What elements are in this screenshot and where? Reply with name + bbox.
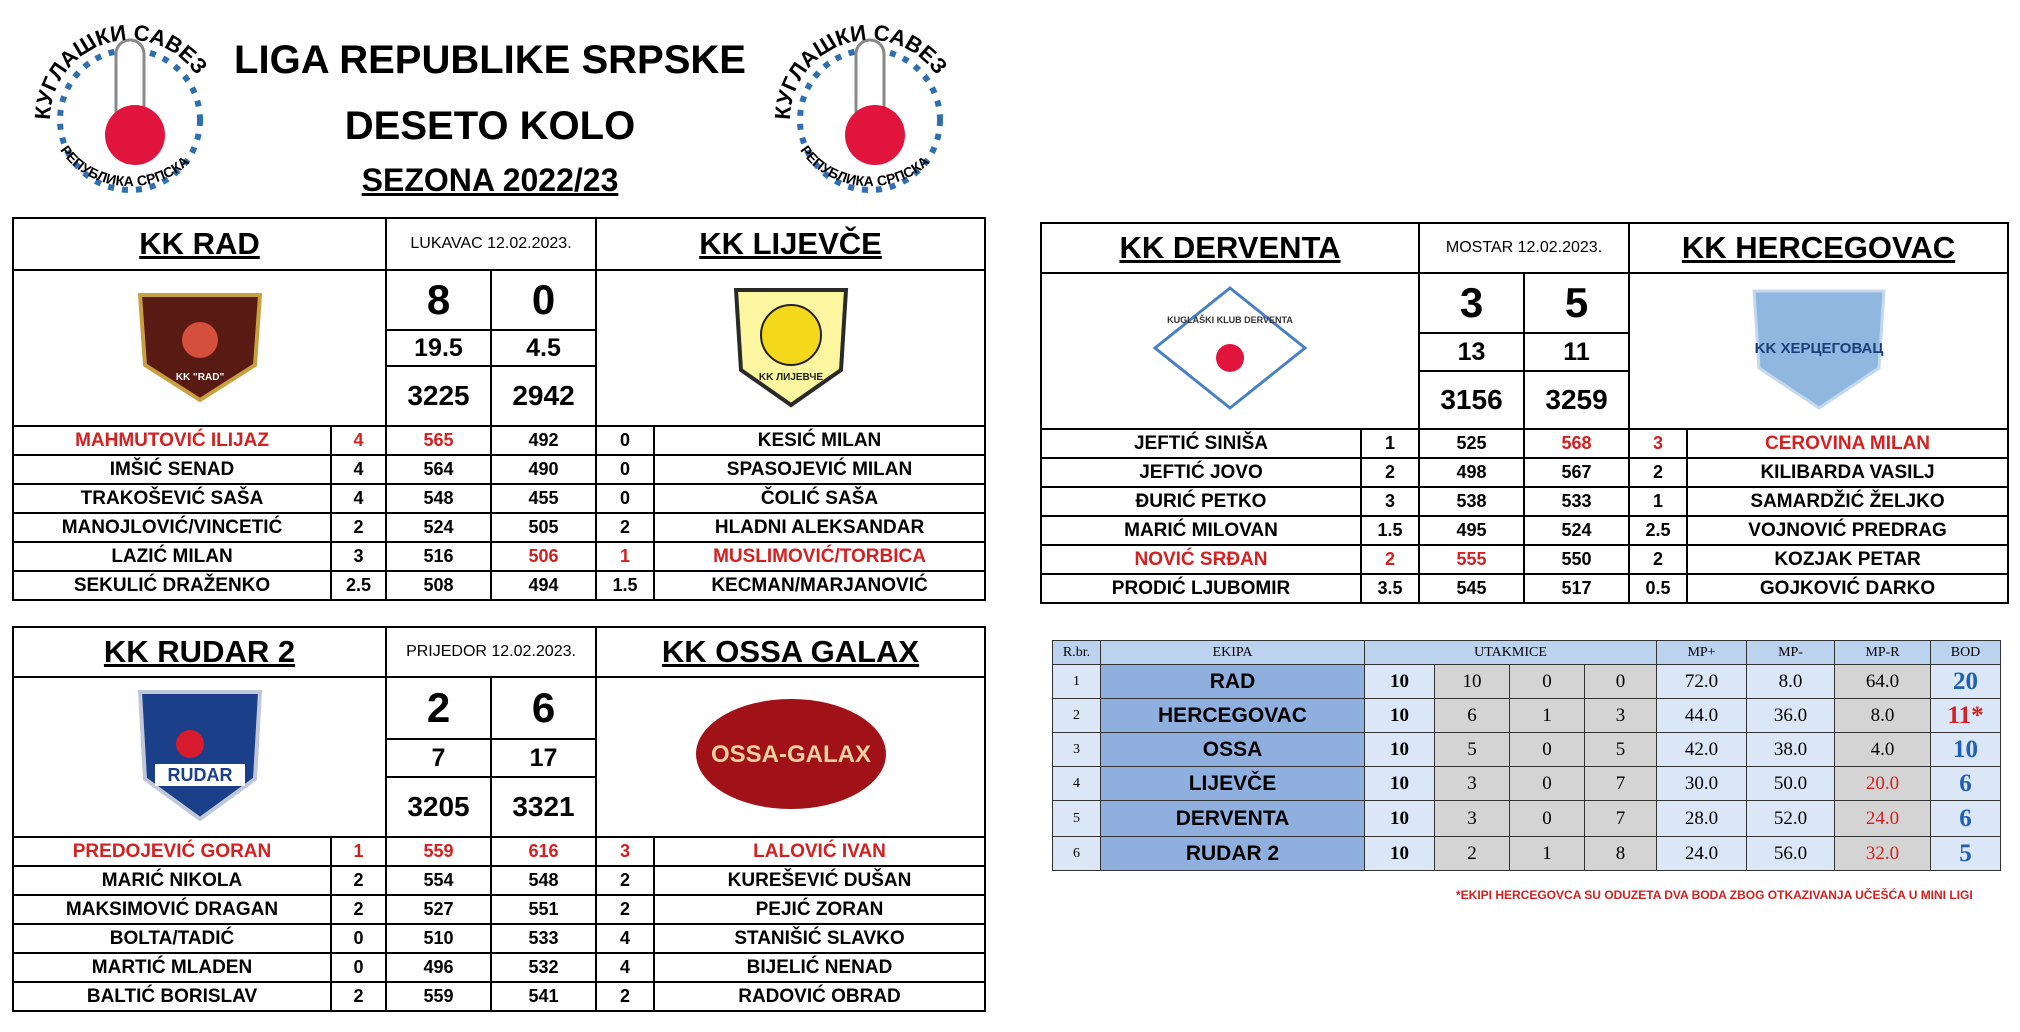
- match-date: LUKAVAC 12.02.2023.: [386, 218, 596, 270]
- home-sets: 2.5: [331, 571, 386, 600]
- home-score: 524: [386, 513, 491, 542]
- standings-row: [1053, 837, 2001, 871]
- home-total: 3225: [386, 366, 491, 426]
- home-player: SEKULIĆ DRAŽENKO: [13, 571, 331, 600]
- home-score: 525: [1419, 429, 1524, 458]
- col-rbr: R.br.: [1053, 641, 1101, 665]
- team: OSSA: [1101, 733, 1365, 767]
- home-logo: [13, 270, 386, 426]
- home-logo-text: KK "RAD": [175, 372, 224, 383]
- home-player: BALTIĆ BORISLAV: [13, 982, 331, 1011]
- away-score: 492: [491, 426, 596, 455]
- away-sets: 2.5: [1629, 516, 1687, 545]
- player-row: [13, 866, 985, 895]
- away-player: KESIĆ MILAN: [654, 426, 985, 455]
- home-logo-text: RUDAR: [167, 765, 232, 785]
- player-row: [13, 982, 985, 1011]
- away-player: BIJELIĆ NENAD: [654, 953, 985, 982]
- points: 6: [1931, 801, 2001, 837]
- home-score: 559: [386, 837, 491, 866]
- mp-r: 4.0: [1835, 733, 1931, 767]
- standings-row: [1053, 767, 2001, 801]
- away-sets: 4: [596, 924, 654, 953]
- federation-logo-left: [20, 10, 240, 210]
- away-sets: 1: [596, 542, 654, 571]
- season-title: SEZONA 2022/23: [361, 162, 619, 198]
- away-total: 2942: [491, 366, 596, 426]
- home-score: 508: [386, 571, 491, 600]
- won: 6: [1435, 699, 1510, 733]
- away-sets: 1: [1629, 487, 1687, 516]
- player-row: [13, 455, 985, 484]
- col-utakmice: UTAKMICE: [1365, 641, 1657, 665]
- rank: 2: [1053, 699, 1101, 733]
- player-row: [13, 484, 985, 513]
- away-sets: 4.5: [491, 330, 596, 366]
- away-player: KECMAN/MARJANOVIĆ: [654, 571, 985, 600]
- away-logo-text: KK ХЕРЦЕГОВАЦ: [1754, 340, 1883, 357]
- home-score: 555: [1419, 545, 1524, 574]
- rank: 1: [1053, 665, 1101, 699]
- player-row: [13, 924, 985, 953]
- player-row: [13, 571, 985, 600]
- home-player: TRAKOŠEVIĆ SAŠA: [13, 484, 331, 513]
- home-player: JEFTIĆ SINIŠA: [1041, 429, 1361, 458]
- match-date: MOSTAR 12.02.2023.: [1419, 223, 1629, 273]
- standings-row: [1053, 733, 2001, 767]
- col-bod: BOD: [1931, 641, 2001, 665]
- away-score: 532: [491, 953, 596, 982]
- col-ekipa: EKIPA: [1101, 641, 1365, 665]
- away-logo-text: OSSA-GALAX: [710, 741, 871, 768]
- drawn: 0: [1510, 767, 1585, 801]
- home-score: 559: [386, 982, 491, 1011]
- home-team: KK RAD: [13, 218, 386, 270]
- mp-minus: 52.0: [1747, 801, 1835, 837]
- won: 3: [1435, 801, 1510, 837]
- standings-row: [1053, 665, 2001, 699]
- col-mp-minus: MP-: [1747, 641, 1835, 665]
- home-player: MARTIĆ MLADEN: [13, 953, 331, 982]
- away-score: 568: [1524, 429, 1629, 458]
- away-sets: 0.5: [1629, 574, 1687, 603]
- away-player: KILIBARDA VASILJ: [1687, 458, 2008, 487]
- away-sets: 2: [596, 895, 654, 924]
- home-logo-text: KUGLAŠKI KLUB DERVENTA: [1167, 315, 1293, 325]
- home-player: MAKSIMOVIĆ DRAGAN: [13, 895, 331, 924]
- away-sets: 2: [596, 513, 654, 542]
- home-score: 498: [1419, 458, 1524, 487]
- player-row: [1041, 545, 2008, 574]
- lost: 7: [1585, 801, 1657, 837]
- mp-plus: 28.0: [1657, 801, 1747, 837]
- away-points: 5: [1524, 273, 1629, 333]
- home-score: 516: [386, 542, 491, 571]
- lost: 8: [1585, 837, 1657, 871]
- home-player: PRODIĆ LJUBOMIR: [1041, 574, 1361, 603]
- away-logo: [596, 677, 985, 837]
- home-sets: 4: [331, 484, 386, 513]
- player-row: [13, 895, 985, 924]
- away-logo-text: KK ЛИЈЕВЧЕ: [758, 372, 823, 383]
- away-sets: 3: [1629, 429, 1687, 458]
- away-sets: 17: [491, 739, 596, 777]
- away-total: 3321: [491, 777, 596, 837]
- standings-footnote: *EKIPI HERCEGOVCA SU ODUZETA DVA BODA ZBOG OTKAZIVANJA UČEŠĆA U MINI LIGI: [1456, 888, 1973, 902]
- away-score: 567: [1524, 458, 1629, 487]
- rank: 3: [1053, 733, 1101, 767]
- standings-table: [1052, 640, 2001, 871]
- mp-plus: 30.0: [1657, 767, 1747, 801]
- away-score: 490: [491, 455, 596, 484]
- home-points: 8: [386, 270, 491, 330]
- home-score: 564: [386, 455, 491, 484]
- standings-row: [1053, 801, 2001, 837]
- home-team: KK DERVENTA: [1041, 223, 1419, 273]
- home-sets: 2: [331, 982, 386, 1011]
- lost: 3: [1585, 699, 1657, 733]
- home-sets: 2: [331, 866, 386, 895]
- drawn: 1: [1510, 699, 1585, 733]
- match-rad-lijevce: [12, 217, 986, 601]
- home-points: 2: [386, 677, 491, 739]
- team: LIJEVČE: [1101, 767, 1365, 801]
- away-score: 517: [1524, 574, 1629, 603]
- home-player: NOVIĆ SRĐAN: [1041, 545, 1361, 574]
- player-row: [1041, 574, 2008, 603]
- points: 5: [1931, 837, 2001, 871]
- away-player: STANIŠIĆ SLAVKO: [654, 924, 985, 953]
- player-row: [1041, 487, 2008, 516]
- col-mp-plus: MP+: [1657, 641, 1747, 665]
- away-score: 506: [491, 542, 596, 571]
- played: 10: [1365, 733, 1435, 767]
- home-points: 3: [1419, 273, 1524, 333]
- home-sets: 3: [1361, 487, 1419, 516]
- away-total: 3259: [1524, 371, 1629, 429]
- played: 10: [1365, 801, 1435, 837]
- home-player: BOLTA/TADIĆ: [13, 924, 331, 953]
- home-sets: 4: [331, 426, 386, 455]
- away-sets: 2: [596, 982, 654, 1011]
- team: DERVENTA: [1101, 801, 1365, 837]
- home-sets: 4: [331, 455, 386, 484]
- away-sets: 0: [596, 426, 654, 455]
- home-logo: [1041, 273, 1419, 429]
- home-player: JEFTIĆ JOVO: [1041, 458, 1361, 487]
- away-player: SAMARDŽIĆ ŽELJKO: [1687, 487, 2008, 516]
- away-sets: 11: [1524, 333, 1629, 371]
- player-row: [13, 513, 985, 542]
- home-sets: 3: [331, 542, 386, 571]
- home-total: 3205: [386, 777, 491, 837]
- home-sets: 0: [331, 924, 386, 953]
- logo-text-bottom: РЕПУБЛИКА СРПСКА: [797, 142, 933, 190]
- logo-text-top: КУГЛАШКИ САВЕЗ: [29, 19, 213, 121]
- won: 3: [1435, 767, 1510, 801]
- home-sets: 2: [1361, 545, 1419, 574]
- rank: 6: [1053, 837, 1101, 871]
- played: 10: [1365, 837, 1435, 871]
- away-team: KK OSSA GALAX: [596, 627, 985, 677]
- home-sets: 2: [1361, 458, 1419, 487]
- away-sets: 0: [596, 455, 654, 484]
- away-team: KK HERCEGOVAC: [1629, 223, 2008, 273]
- league-title: LIGA REPUBLIKE SRPSKE: [234, 38, 746, 82]
- away-score: 505: [491, 513, 596, 542]
- away-score: 533: [491, 924, 596, 953]
- away-sets: 2: [1629, 458, 1687, 487]
- away-player: SPASOJEVIĆ MILAN: [654, 455, 985, 484]
- home-score: 545: [1419, 574, 1524, 603]
- home-score: 548: [386, 484, 491, 513]
- logo-text-top: КУГЛАШКИ САВЕЗ: [769, 19, 953, 121]
- rank: 4: [1053, 767, 1101, 801]
- played: 10: [1365, 665, 1435, 699]
- home-total: 3156: [1419, 371, 1524, 429]
- mp-minus: 8.0: [1747, 665, 1835, 699]
- mp-minus: 56.0: [1747, 837, 1835, 871]
- player-row: [1041, 516, 2008, 545]
- home-sets: 1: [331, 837, 386, 866]
- drawn: 1: [1510, 837, 1585, 871]
- home-score: 510: [386, 924, 491, 953]
- away-score: 541: [491, 982, 596, 1011]
- home-player: LAZIĆ MILAN: [13, 542, 331, 571]
- home-score: 527: [386, 895, 491, 924]
- away-score: 455: [491, 484, 596, 513]
- won: 2: [1435, 837, 1510, 871]
- home-score: 495: [1419, 516, 1524, 545]
- home-sets: 7: [386, 739, 491, 777]
- played: 10: [1365, 699, 1435, 733]
- rank: 5: [1053, 801, 1101, 837]
- mp-minus: 38.0: [1747, 733, 1835, 767]
- away-points: 6: [491, 677, 596, 739]
- mp-plus: 42.0: [1657, 733, 1747, 767]
- mp-plus: 72.0: [1657, 665, 1747, 699]
- away-score: 616: [491, 837, 596, 866]
- home-player: MARIĆ NIKOLA: [13, 866, 331, 895]
- mp-minus: 36.0: [1747, 699, 1835, 733]
- home-sets: 3.5: [1361, 574, 1419, 603]
- away-sets: 4: [596, 953, 654, 982]
- away-score: 494: [491, 571, 596, 600]
- lost: 0: [1585, 665, 1657, 699]
- home-score: 565: [386, 426, 491, 455]
- away-sets: 3: [596, 837, 654, 866]
- points: 11*: [1931, 699, 2001, 733]
- mp-r: 32.0: [1835, 837, 1931, 871]
- away-team: KK LIJEVČE: [596, 218, 985, 270]
- away-player: KOZJAK PETAR: [1687, 545, 2008, 574]
- player-row: [13, 426, 985, 455]
- drawn: 0: [1510, 665, 1585, 699]
- lost: 5: [1585, 733, 1657, 767]
- home-player: PREDOJEVIĆ GORAN: [13, 837, 331, 866]
- match-derventa-hercegovac: [1040, 222, 2009, 604]
- home-player: MANOJLOVIĆ/VINCETIĆ: [13, 513, 331, 542]
- home-player: MARIĆ MILOVAN: [1041, 516, 1361, 545]
- mp-r: 24.0: [1835, 801, 1931, 837]
- away-player: PEJIĆ ZORAN: [654, 895, 985, 924]
- home-sets: 2: [331, 895, 386, 924]
- mp-r: 8.0: [1835, 699, 1931, 733]
- player-row: [1041, 429, 2008, 458]
- away-score: 550: [1524, 545, 1629, 574]
- federation-logo-right: [760, 10, 980, 210]
- away-sets: 2: [1629, 545, 1687, 574]
- home-sets: 19.5: [386, 330, 491, 366]
- away-player: ČOLIĆ SAŠA: [654, 484, 985, 513]
- drawn: 0: [1510, 733, 1585, 767]
- away-score: 524: [1524, 516, 1629, 545]
- away-player: CEROVINA MILAN: [1687, 429, 2008, 458]
- away-player: HLADNI ALEKSANDAR: [654, 513, 985, 542]
- away-score: 533: [1524, 487, 1629, 516]
- round-title: DESETO KOLO: [344, 104, 636, 148]
- away-player: RADOVIĆ OBRAD: [654, 982, 985, 1011]
- col-mp-r: MP-R: [1835, 641, 1931, 665]
- away-logo: [596, 270, 985, 426]
- won: 10: [1435, 665, 1510, 699]
- player-row: [13, 837, 985, 866]
- home-sets: 1.5: [1361, 516, 1419, 545]
- home-sets: 0: [331, 953, 386, 982]
- team: RUDAR 2: [1101, 837, 1365, 871]
- home-player: ĐURIĆ PETKO: [1041, 487, 1361, 516]
- points: 6: [1931, 767, 2001, 801]
- home-score: 538: [1419, 487, 1524, 516]
- away-sets: 0: [596, 484, 654, 513]
- team: HERCEGOVAC: [1101, 699, 1365, 733]
- away-points: 0: [491, 270, 596, 330]
- home-score: 496: [386, 953, 491, 982]
- player-row: [13, 953, 985, 982]
- home-sets: 1: [1361, 429, 1419, 458]
- won: 5: [1435, 733, 1510, 767]
- drawn: 0: [1510, 801, 1585, 837]
- mp-r: 20.0: [1835, 767, 1931, 801]
- home-player: IMŠIĆ SENAD: [13, 455, 331, 484]
- lost: 7: [1585, 767, 1657, 801]
- home-score: 554: [386, 866, 491, 895]
- match-date: PRIJEDOR 12.02.2023.: [386, 627, 596, 677]
- away-player: MUSLIMOVIĆ/TORBICA: [654, 542, 985, 571]
- standings-row: [1053, 699, 2001, 733]
- home-sets: 2: [331, 513, 386, 542]
- home-sets: 13: [1419, 333, 1524, 371]
- away-player: LALOVIĆ IVAN: [654, 837, 985, 866]
- home-player: MAHMUTOVIĆ ILIJAZ: [13, 426, 331, 455]
- away-sets: 1.5: [596, 571, 654, 600]
- away-player: GOJKOVIĆ DARKO: [1687, 574, 2008, 603]
- mp-plus: 24.0: [1657, 837, 1747, 871]
- played: 10: [1365, 767, 1435, 801]
- home-logo: [13, 677, 386, 837]
- match-rudar-ossa: [12, 626, 986, 1012]
- away-logo: [1629, 273, 2008, 429]
- mp-plus: 44.0: [1657, 699, 1747, 733]
- points: 20: [1931, 665, 2001, 699]
- home-team: KK RUDAR 2: [13, 627, 386, 677]
- logo-text-bottom: РЕПУБЛИКА СРПСКА: [57, 142, 193, 190]
- team: RAD: [1101, 665, 1365, 699]
- away-player: VOJNOVIĆ PREDRAG: [1687, 516, 2008, 545]
- away-score: 551: [491, 895, 596, 924]
- away-player: KUREŠEVIĆ DUŠAN: [654, 866, 985, 895]
- player-row: [1041, 458, 2008, 487]
- player-row: [13, 542, 985, 571]
- away-score: 548: [491, 866, 596, 895]
- mp-minus: 50.0: [1747, 767, 1835, 801]
- mp-r: 64.0: [1835, 665, 1931, 699]
- away-sets: 2: [596, 866, 654, 895]
- points: 10: [1931, 733, 2001, 767]
